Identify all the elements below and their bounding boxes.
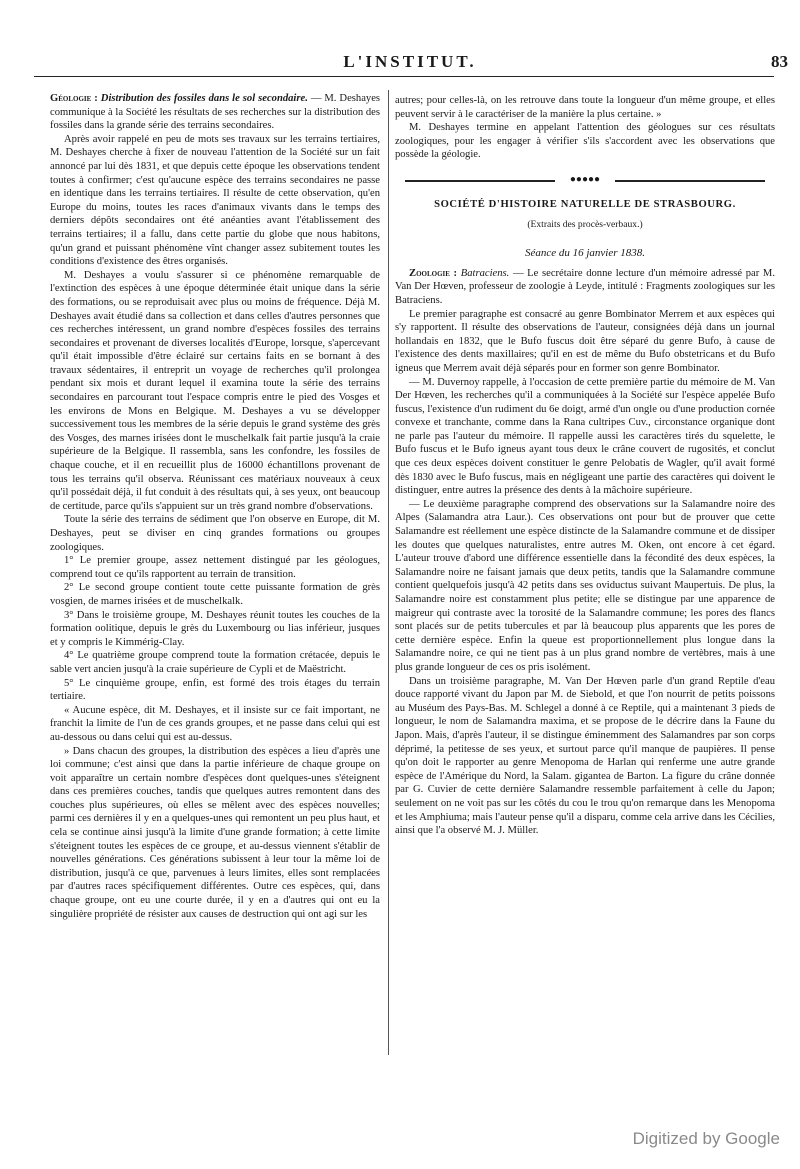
paragraph: 5° Le cinquième groupe, enfin, est formé des trois étages du terrain tertiaire.	[50, 677, 380, 703]
paragraph: « Aucune espèce, dit M. Deshayes, et il insiste sur ce fait important, ne franchit la limite de l'un de ces grands groupes, et ne passe dans celui qui est au-dessous ou dans celui qui est au-dessus.	[50, 704, 380, 743]
paragraph-text: — M. Deshayes communique à la Société les résultats de ses recherches sur la distribution des fossiles dans la grande série des terrains secondaires.	[50, 93, 381, 132]
session-date: Séance du 16 janvier 1838.	[524, 247, 646, 260]
section-title: Batraciens.	[460, 267, 510, 279]
section-rubric: Zoologie :	[409, 267, 458, 279]
paragraph: autres; pour celles-là, on les retrouve dans toute la longueur d'un même groupe, et elles peuvent servir à le caractériser de la manière la plus certaine. »	[395, 95, 775, 120]
journal-title: L'INSTITUT.	[343, 52, 477, 71]
society-title: SOCIÉTÉ D'HISTOIRE NATURELLE DE STRASBOURG.	[434, 198, 736, 210]
paragraph: Après avoir rappelé en peu de mots ses travaux sur les terrains tertiaires, M. Deshayes cherche à fixer de nouveau l'attention de la Société sur un fait annoncé par lui dès 1831, et que depuis cette époque les observations tendent toutes à confirmer; c'est qu'aucune espèce des terrains secondaires ne passe en identique dans les terrains tertiaires. Il résulte de cette observation, qu'en Europe du moins, toutes les races d'animaux vivants dans le temps des derniers dépôts secondaires ont été anéanties avant l'établissement des terrains tertiaires; il a fallu, dans cette partie du globe que nous habitons, qu'un grand et puissant phénomène vînt changer assez subitement toutes les conditions d'existence des êtres organisés.	[50, 133, 380, 268]
paragraph: Toute la série des terrains de sédiment que l'on observe en Europe, dit M. Deshayes, peut se diviser en cinq grandes formations ou groupes zoologiques.	[50, 514, 380, 553]
paragraph: Dans un troisième paragraphe, M. Van Der Hœven parle d'un grand Reptile d'eau douce rapporté vivant du Japon par M. de Siebold, et que l'on nourrit de petits poissons au Muséum des Pays-Bas. M. Schlegel a donné à ce Reptile, qui a maintenant 3 pieds de longueur, le nom de Salamandra maxima, et se propose de le décrire dans la Faune du Japon. Mais, d'après l'auteur, il se distingue éminemment des Salamandres par son corps déprimé, la petitesse de ses yeux, et surtout parce qu'il manque de paupières. Il pense qu'on doit le rapporter au genre Menopoma de Harlan qui renferme une autre grande espèce de l'Amérique du Nord, la Salam. gigantea de Barton. La figure du crâne donnée par G. Cuvier de cette dernière Salamandre ressemble parfaitement à celle du Japon; seulement on ne voit pas sur les côtés du cou le trou qu'on remarque dans les Menopoma et les Amphiuma; mais l'auteur pense qu'il a disparu, comme cela arrive dans les Cécilies, ainsi que l'a observé M. J. Müller.	[395, 675, 775, 837]
paragraph: M. Deshayes a voulu s'assurer si ce phénomène remarquable de l'extinction des espèces à une époque déterminée était unique dans la série des formations, ou se reproduisait avec plus ou moins de fréquence. Déjà M. Deshayes avait étudié dans sa collection et dans celles d'autres personnes que ces recherches intéressent, un grand nombre d'espèces fossiles des terrains secondaires et provenant de diverses localités d'Europe, lorsque, s'apercevant qu'il était impossible d'être éclairé sur certains faits en se bornant à des travaux sédentaires, il entreprit un voyage de recherches qu'il prolongea pendant six mois et durant lequel il examina toute la série des terrains secondaires en parcourant tout l'espace compris entre le pied des Vosges et les environs de Mons en Belgique. M. Deshayes a vu se développer successivement tous les membres de la série depuis le grand système des grès des Vosges, des marnes irisées dont le muschelkalk fait partie jusqu'à la craie supérieure de la Belgique. Il rassembla, sans les confondre, les fossiles de chaque couche, et il en recueillit plus de 16000 échantillons provenant de tous les terrains qu'il observa. Réunissant ces matériaux nouveaux à ceux qu'il possédait déjà, il fut conduit à des résultats qui, à ses yeux, ont beaucoup de certitude, parce qu'ils s'appuient sur un très grand nombre d'observations.	[50, 269, 380, 512]
paragraph: — M. Duvernoy rappelle, à l'occasion de cette première partie du mémoire de M. Van Der Hœven, les recherches qu'il a communiquées à la Société sur l'espèce appelée Bufo fuscus, l'existence d'un rudiment du 6e doigt, armé d'un ongle ou d'une production cornée convexe et tranchante, comme dans la Rana cultripes Cuv., circonstance organique dont ne parle pas l'auteur du mémoire. Il rappelle aussi les caractères tirés du squelette, le Bufo fuscus et le Bufo igneus ayant tous deux le crâne couvert de rugosités, et conclut que ces deux espèces doivent constituer le genre Pelobatis de Wagler, qu'il avait formé dès 1830 avec le Bufo fuscus, mais en négligeant une partie des caractères qui doivent le distinguer, entre autres la présence des dents à la mâchoire supérieure.	[395, 376, 775, 497]
paragraph: 3° Dans le troisième groupe, M. Deshayes réunit toutes les couches de la formation oolitique, depuis le grès du Luxembourg ou lias inférieur, jusques et y compris le Kimmérig-Clay.	[50, 609, 380, 648]
left-column	[50, 92, 380, 921]
column-divider	[388, 90, 389, 1055]
page-number: 83	[771, 52, 788, 71]
right-column	[395, 94, 775, 838]
paragraph-text: — Le secrétaire donne lecture d'un mémoire adressé par M. Van Der Hœven, professeur de zoologie à Leyde, intitulé : Fragments zoologiques sur les Batraciens.	[395, 267, 776, 306]
header-rule	[34, 76, 774, 77]
paragraph: 1° Le premier groupe, assez nettement distingué par les géologues, comprend tout ce qu'ils rapportent au terrain de transition.	[50, 555, 380, 580]
zoology-paragraph	[395, 267, 775, 308]
ornamental-rule: ●●●●●	[405, 174, 765, 188]
paragraph: » Dans chacun des groupes, la distribution des espèces a lieu d'après une loi commune; c'est ainsi que dans la partie inférieure de chaque groupe on voit apparaître un certain nombre d'espèces dont quelques-unes s'éteignent dans ces premières couches, tandis que quelques autres remontent dans des couches plus supérieures, où elles se mêlent avec des espèces nouvelles; parmi ces dernières il y en a quelques-unes qui remontent un peu plus haut, et cela se continue ainsi jusqu'à la limite d'une grande formation; à cette limite s'éteignent toutes les espèces de ce groupe, et au-dessus viennent s'établir de nouvelles générations. Ces générations subissent à leur tour la même loi de distribution, jusqu'à ce que, parvenues à leurs limites, elles sont remplacées par d'autres races spécifiquement différentes. Outre ces espèces, qui, dans chaque groupe, ont eu une courte durée, il y en a d'autres qui ont eu la singulière propriété de résister aux causes de destruction qui ont agi sur les	[50, 745, 380, 920]
society-subtitle: (Extraits des procès-verbaux.)	[527, 218, 643, 230]
page-header	[50, 52, 788, 76]
paragraph: M. Deshayes termine en appelant l'attention des géologues sur ces résultats zoologiques, pour les engager à vérifier s'ils s'accordent avec les observations que possède la géologie.	[395, 122, 775, 161]
section-title: Distribution des fossiles dans le sol secondaire.	[100, 93, 308, 104]
paragraph: — Le deuxième paragraphe comprend des observations sur la Salamandre noire des Alpes (Salamandra atra Laur.). Ces observations ont pour but de prouver que cette Salamandre est réellement une espèce distincte de la Salamandre commune et de dissiper les doutes que quelques naturalistes, entre autres M. Oken, ont encore à cet égard. L'auteur trouve d'abord une différence essentielle dans la fécondité des deux espèces, la Salamandre noire ne faisant jamais que deux petits, tandis que la Salamandre commune contient quelquefois jusqu'à 42 petits dans ses oviductus suivant Maupertuis. De plus, la Salamandre noire est constamment plus petite; elle se distingue par une apparence de maigreur qui contraste avec la torosité de la Salamandre commune; les pores des flancs sont placés sur de petits tubercules et par là beaucoup plus apparents que les pores de cette dernière espèce. Enfin la queue est proportionnellement plus longue dans la Salamandre noire, ce qui ne tient pas à un plus grand nombre de vertèbres, mais à une plus grande longueur de ces os pris isolément.	[395, 498, 775, 673]
paragraph: 4° Le quatrième groupe comprend toute la formation crétacée, depuis le sable vert ancien jusqu'à la craie supérieure de Cypli et de Maëstricht.	[50, 650, 380, 675]
paragraph: 2° Le second groupe contient toute cette puissante formation de grès vosgien, de marnes irisées et de muschelkalk.	[50, 582, 380, 607]
geology-paragraph	[50, 92, 380, 133]
digitized-watermark: Digitized by Google	[632, 1129, 780, 1148]
section-rubric: Géologie :	[50, 93, 98, 104]
paragraph: Le premier paragraphe est consacré au genre Bombinator Merrem et aux espèces qui s'y rapportent. Il résulte des observations de l'auteur, consignées déjà dans un journal hollandais en 1832, que le Bufo fuscus doit être séparé du genre Bufo, à cause de l'existence des dents maxillaires; qu'il en est de même du Bufo obstetricans et du Bufo igneus que Merrem avait déjà séparés pour en former son genre Bombinator.	[395, 308, 775, 374]
